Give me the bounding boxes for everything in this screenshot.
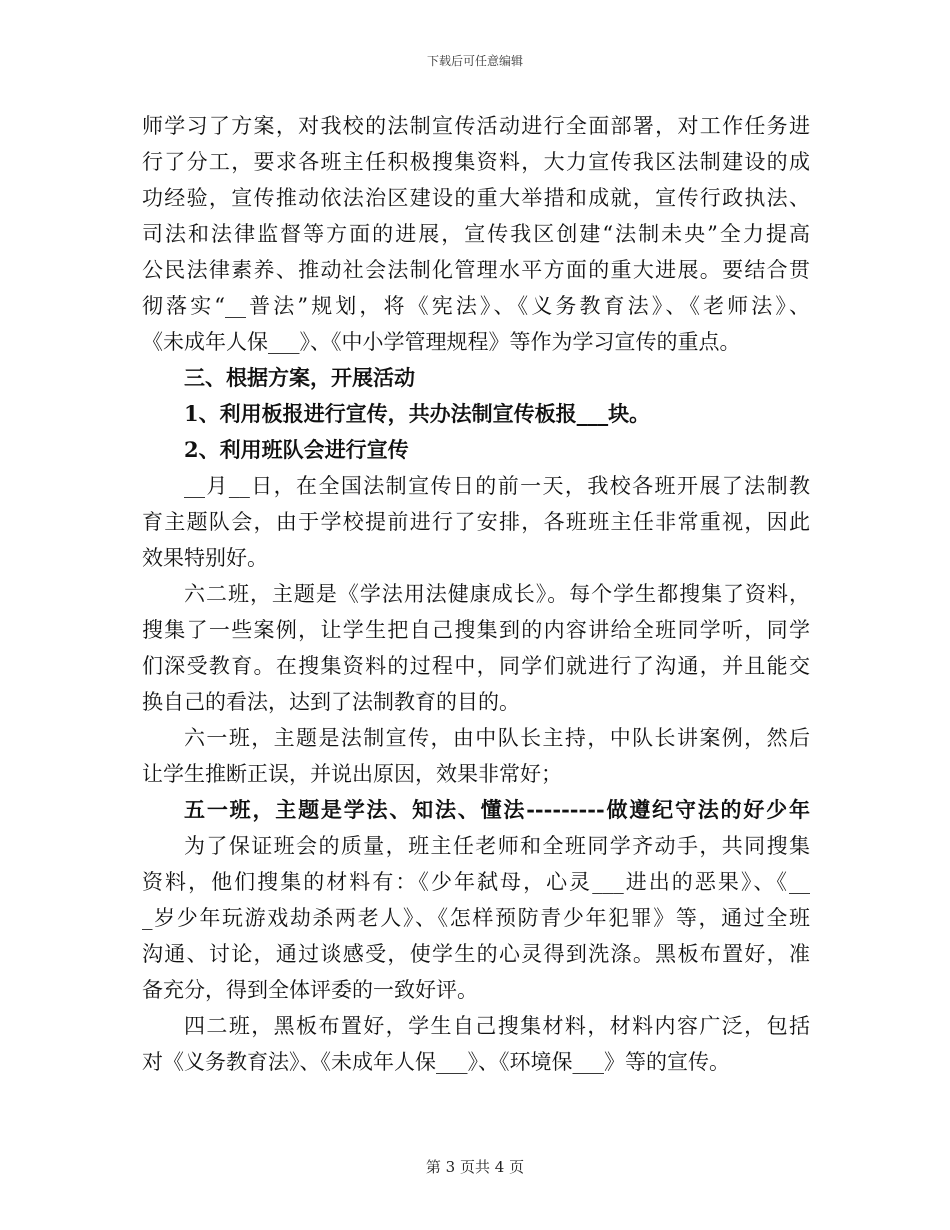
- section-heading-line: 1、利用板报进行宣传，共办法制宣传板报___块。: [184, 401, 651, 426]
- document-body: [142, 108, 810, 1080]
- section-heading-line: 三、根据方案，开展活动: [184, 365, 415, 390]
- paragraph-line: 效果特别好。: [142, 546, 268, 570]
- page-footer-number: 第 3 页共 4 页: [425, 1158, 525, 1176]
- paragraph-line: 备充分，得到全体评委的一致好评。: [142, 978, 478, 1002]
- paragraph-line: 对《义务教育法》、《未成年人保___》、《环境保___》等的宣传。: [142, 1050, 730, 1074]
- section-heading-line: 五一班，主题是学法、知法、懂法---------做遵纪守法的好少年: [184, 797, 810, 822]
- page-header-note: 下载后可任意编辑: [426, 54, 523, 68]
- paragraph-line: 行了分工，要求各班主任积极搜集资料，大力宣传我区法制建设的成: [142, 150, 810, 174]
- paragraph-line: 育主题队会，由于学校提前进行了安排，各班班主任非常重视，因此: [142, 510, 810, 534]
- paragraph-line: 彻落实“__普法”规划，将《宪法》、《义务教育法》、《老师法》、: [142, 294, 810, 318]
- paragraph-line: 搜集了一些案例，让学生把自己搜集到的内容讲给全班同学听，同学: [142, 618, 810, 642]
- paragraph-line: 们深受教育。在搜集资料的过程中，同学们就进行了沟通，并且能交: [142, 654, 810, 678]
- paragraph-line: 六二班，主题是《学法用法健康成长》。每个学生都搜集了资料，: [184, 582, 810, 606]
- paragraph-line: _岁少年玩游戏劫杀两老人》、《怎样预防青少年犯罪》等，通过全班: [142, 906, 810, 930]
- paragraph-line: 司法和法律监督等方面的进展，宣传我区创建“法制未央”全力提高: [142, 222, 810, 246]
- paragraph-line: __月__日，在全国法制宣传日的前一天，我校各班开展了法制教: [184, 474, 810, 498]
- paragraph-line: 让学生推断正误，并说出原因，效果非常好；: [142, 762, 562, 786]
- paragraph-line: 六一班，主题是法制宣传，由中队长主持，中队长讲案例，然后: [184, 726, 810, 750]
- paragraph-line: 沟通、讨论，通过谈感受，使学生的心灵得到洗涤。黑板布置好，准: [142, 942, 810, 966]
- paragraph-line: 为了保证班会的质量，班主任老师和全班同学齐动手，共同搜集: [184, 834, 810, 858]
- paragraph-line: 功经验，宣传推动依法治区建设的重大举措和成就，宣传行政执法、: [142, 186, 810, 210]
- paragraph-line: 公民法律素养、推动社会法制化管理水平方面的重大进展。要结合贯: [142, 258, 810, 282]
- section-heading-line: 2、利用班队会进行宣传: [184, 437, 409, 462]
- paragraph-line: 四二班，黑板布置好，学生自己搜集材料，材料内容广泛，包括: [184, 1014, 810, 1038]
- paragraph-line: 《未成年人保___》、《中小学管理规程》等作为学习宣传的重点。: [142, 330, 741, 354]
- paragraph-line: 师学习了方案，对我校的法制宣传活动进行全面部署，对工作任务进: [142, 114, 810, 138]
- paragraph-line: 资料，他们搜集的材料有：《少年弑母，心灵___进出的恶果》、《__: [142, 870, 810, 894]
- paragraph-line: 换自己的看法，达到了法制教育的目的。: [142, 690, 520, 714]
